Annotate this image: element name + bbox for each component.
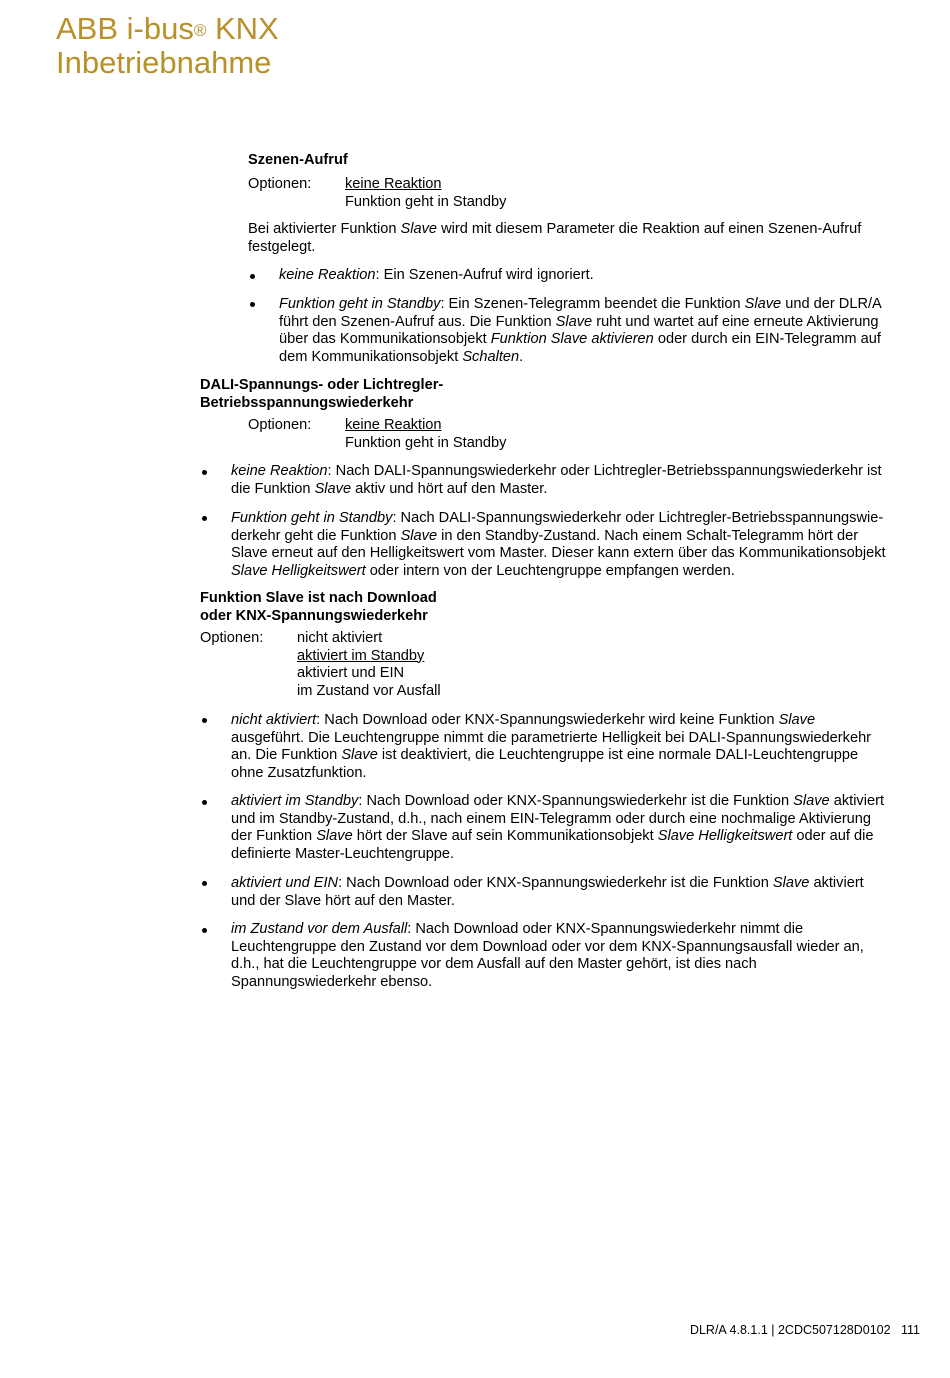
italic-term: Slave <box>793 793 830 809</box>
text-run: . <box>519 348 524 365</box>
text-run: oder durch ein EIN-Telegramm auf <box>653 331 881 347</box>
text-line <box>279 349 882 367</box>
text-run: : Nach Download oder KNX-Spannungswiederkehr nimmt die <box>407 921 804 937</box>
italic-term: keine Reaktion <box>231 463 328 479</box>
options-label: Optionen: <box>248 417 312 433</box>
option-default: keine Reaktion <box>345 417 442 433</box>
document-header <box>56 12 279 80</box>
text-line <box>231 846 884 864</box>
options-label: Optionen: <box>200 630 264 646</box>
text-run: Bei aktivierter Funktion <box>248 221 401 237</box>
text-line <box>231 939 864 957</box>
text-run: aktiv und hört auf den Master. <box>351 480 548 497</box>
text-run: Leuchtengruppe den Zustand vor dem Download oder vor dem KNX-Spannungsausfall wieder an, <box>231 938 864 955</box>
text-run: wird mit diesem Parameter die Reaktion auf einen Szenen-Aufruf <box>437 221 862 237</box>
heading-szenen-aufruf: Szenen-Aufruf <box>248 152 348 168</box>
option-default: keine Reaktion <box>345 176 442 192</box>
text-line <box>231 875 864 893</box>
text-run: derkehr geht die Funktion <box>231 527 401 544</box>
text-run: die Funktion <box>231 480 315 497</box>
text-line <box>231 893 864 911</box>
text-run: hört der Slave auf sein Kommunikationsobjekt <box>352 828 658 844</box>
bullet-icon <box>202 928 207 933</box>
text-line <box>231 463 882 481</box>
options-label: Optionen: <box>248 176 312 192</box>
heading-line: oder KNX-Spannungswiederkehr <box>200 607 428 624</box>
text-run: definierte Master-Leuchtengruppe. <box>231 845 455 862</box>
text-run: : Nach DALI-Spannungswiederkehr oder Lichtregler-Betriebsspannungswiederkehr ist <box>327 463 882 479</box>
text-run: und der Slave hört auf den Master. <box>231 892 455 909</box>
text-line <box>231 828 884 846</box>
italic-term: Slave <box>555 313 593 330</box>
italic-term: keine Reaktion <box>279 267 376 283</box>
text-line <box>248 239 861 257</box>
option: aktiviert und EIN <box>297 665 405 681</box>
text-run: über das Kommunikationsobjekt <box>279 331 491 347</box>
option: nicht aktiviert <box>297 630 383 646</box>
italic-term: Slave Helligkeitswert <box>231 562 366 579</box>
text-run: ruht und wartet auf eine erneute Aktivierung <box>592 313 879 330</box>
italic-term: aktiviert und EIN <box>231 875 339 891</box>
text-run: Spannungswiederkehr ebenso. <box>231 973 433 990</box>
italic-term: Funktion geht in Standby <box>231 510 393 526</box>
bullet-item <box>279 296 882 366</box>
text-line <box>231 747 871 765</box>
text-line <box>231 563 886 581</box>
option: Funktion geht in Standby <box>345 193 507 210</box>
italic-term: Slave <box>778 712 816 728</box>
text-line <box>231 974 864 992</box>
italic-term: Slave <box>400 221 438 237</box>
text-line <box>231 765 871 783</box>
text-line <box>231 730 871 748</box>
brand-title <box>56 12 279 46</box>
text-run: : Ein Szenen-Telegramm beendet die Funktion <box>440 296 745 312</box>
text-run: : Ein Szenen-Aufruf wird ignoriert. <box>375 267 594 283</box>
italic-term: Slave Helligkeitswert <box>657 828 793 844</box>
text-run: ohne Zusatzfunktion. <box>231 764 367 781</box>
bullet-icon <box>250 274 255 279</box>
registered-mark: ® <box>193 21 207 40</box>
heading-line: Funktion Slave ist nach Download <box>200 590 437 606</box>
text-run: und im Standby-Zustand, d.h., nach einem EIN-Telegramm oder durch eine nochmalige Aktivierung <box>231 810 872 827</box>
bullet-item <box>231 510 886 580</box>
italic-term: Funktion geht in Standby <box>279 296 441 312</box>
italic-term: Slave <box>316 828 353 844</box>
text-line <box>231 528 886 546</box>
bullet-icon <box>202 516 207 521</box>
text-line <box>231 956 864 974</box>
text-line <box>231 510 886 528</box>
text-line <box>231 793 884 811</box>
text-run: dem Kommunikationsobjekt <box>279 348 463 365</box>
text-line <box>231 712 871 730</box>
bullet-icon <box>202 470 207 475</box>
text-line <box>279 296 882 314</box>
bullet-item <box>231 793 884 863</box>
text-line <box>279 267 594 285</box>
text-run: aktiviert <box>809 875 864 891</box>
text-line <box>231 481 882 499</box>
page-footer <box>690 1323 920 1337</box>
text-line <box>231 545 886 563</box>
paragraph-intro <box>248 221 861 256</box>
options-list-szenen <box>345 176 506 211</box>
italic-term: Slave <box>772 875 810 891</box>
text-line <box>248 221 861 239</box>
text-run: ausgeführt. Die Leuchtengruppe nimmt die parametrierte Helligkeit bei DALI-Spannungswiederkehr <box>231 729 872 746</box>
heading-line: Betriebsspannungswiederkehr <box>200 394 414 411</box>
brand-suffix: KNX <box>206 11 279 46</box>
bullet-item <box>279 267 594 285</box>
text-run: und der DLR/A <box>781 296 882 312</box>
text-run: in den Standby-Zustand. Nach einem Schalt-Telegramm hört der <box>437 527 859 544</box>
text-run: : Nach Download oder KNX-Spannungswiederkehr ist die Funktion <box>358 793 794 809</box>
italic-term: Funktion Slave aktivieren <box>490 331 654 347</box>
option-default: aktiviert im Standby <box>297 647 425 664</box>
bullet-item <box>231 875 864 910</box>
heading-line: DALI-Spannungs- oder Lichtregler- <box>200 377 444 393</box>
document-id: DLR/A 4.8.1.1 | 2CDC507128D0102 <box>689 1323 891 1337</box>
italic-term: aktiviert im Standby <box>231 793 359 809</box>
text-run: : Nach DALI-Spannungswiederkehr oder Lichtregler-Betriebsspannungswie- <box>392 510 884 526</box>
italic-term: nicht aktiviert <box>231 712 317 728</box>
italic-term: Schalten <box>462 348 520 365</box>
text-run: festgelegt. <box>248 238 316 255</box>
bullet-item <box>231 921 864 991</box>
bullet-icon <box>202 718 207 723</box>
options-list-dali <box>345 417 506 452</box>
italic-term: Slave <box>400 527 438 544</box>
text-run: führt den Szenen-Aufruf aus. Die Funktion <box>279 313 556 330</box>
text-run: : Nach Download oder KNX-Spannungswiederkehr ist die Funktion <box>338 875 773 891</box>
page-number: 111 <box>900 1323 920 1337</box>
bullet-item <box>231 712 871 782</box>
text-run: Slave erneut auf den Helligkeitswert vom Master. Dieser kann extern über das Kommunikationsobjekt <box>231 545 886 561</box>
bullet-icon <box>250 302 255 307</box>
section-title: Inbetriebnahme <box>56 45 272 80</box>
heading-dali-spannung <box>200 377 443 412</box>
italic-term: Slave <box>341 747 378 763</box>
bullet-icon <box>202 881 207 886</box>
text-run: oder auf die <box>792 828 874 844</box>
heading-funktion-slave-download <box>200 590 437 625</box>
italic-term: Slave <box>744 296 782 312</box>
options-list-download <box>297 630 441 700</box>
text-run: d.h., hat die Leuchtengruppe vor dem Ausfall auf den Master gehört, ist dies nach <box>231 956 757 972</box>
text-run: oder intern von der Leuchtengruppe empfangen werden. <box>365 562 735 579</box>
bullet-icon <box>202 800 207 805</box>
text-run: an. Die Funktion <box>231 747 342 763</box>
option: Funktion geht in Standby <box>345 434 507 451</box>
italic-term: Slave <box>314 480 352 497</box>
italic-term: im Zustand vor dem Ausfall <box>231 921 408 937</box>
text-line <box>279 331 882 349</box>
text-run: aktiviert <box>829 793 885 809</box>
text-run: : Nach Download oder KNX-Spannungswiederkehr wird keine Funktion <box>316 712 779 728</box>
bullet-item <box>231 463 882 498</box>
text-line <box>231 921 864 939</box>
text-line <box>279 314 882 332</box>
text-run: ist deaktiviert, die Leuchtengruppe ist eine normale DALI-Leuchtengruppe <box>377 747 859 763</box>
text-run: der Funktion <box>231 828 317 844</box>
brand-prefix: ABB i-bus <box>56 11 194 46</box>
text-line <box>231 811 884 829</box>
option: im Zustand vor Ausfall <box>297 682 441 699</box>
